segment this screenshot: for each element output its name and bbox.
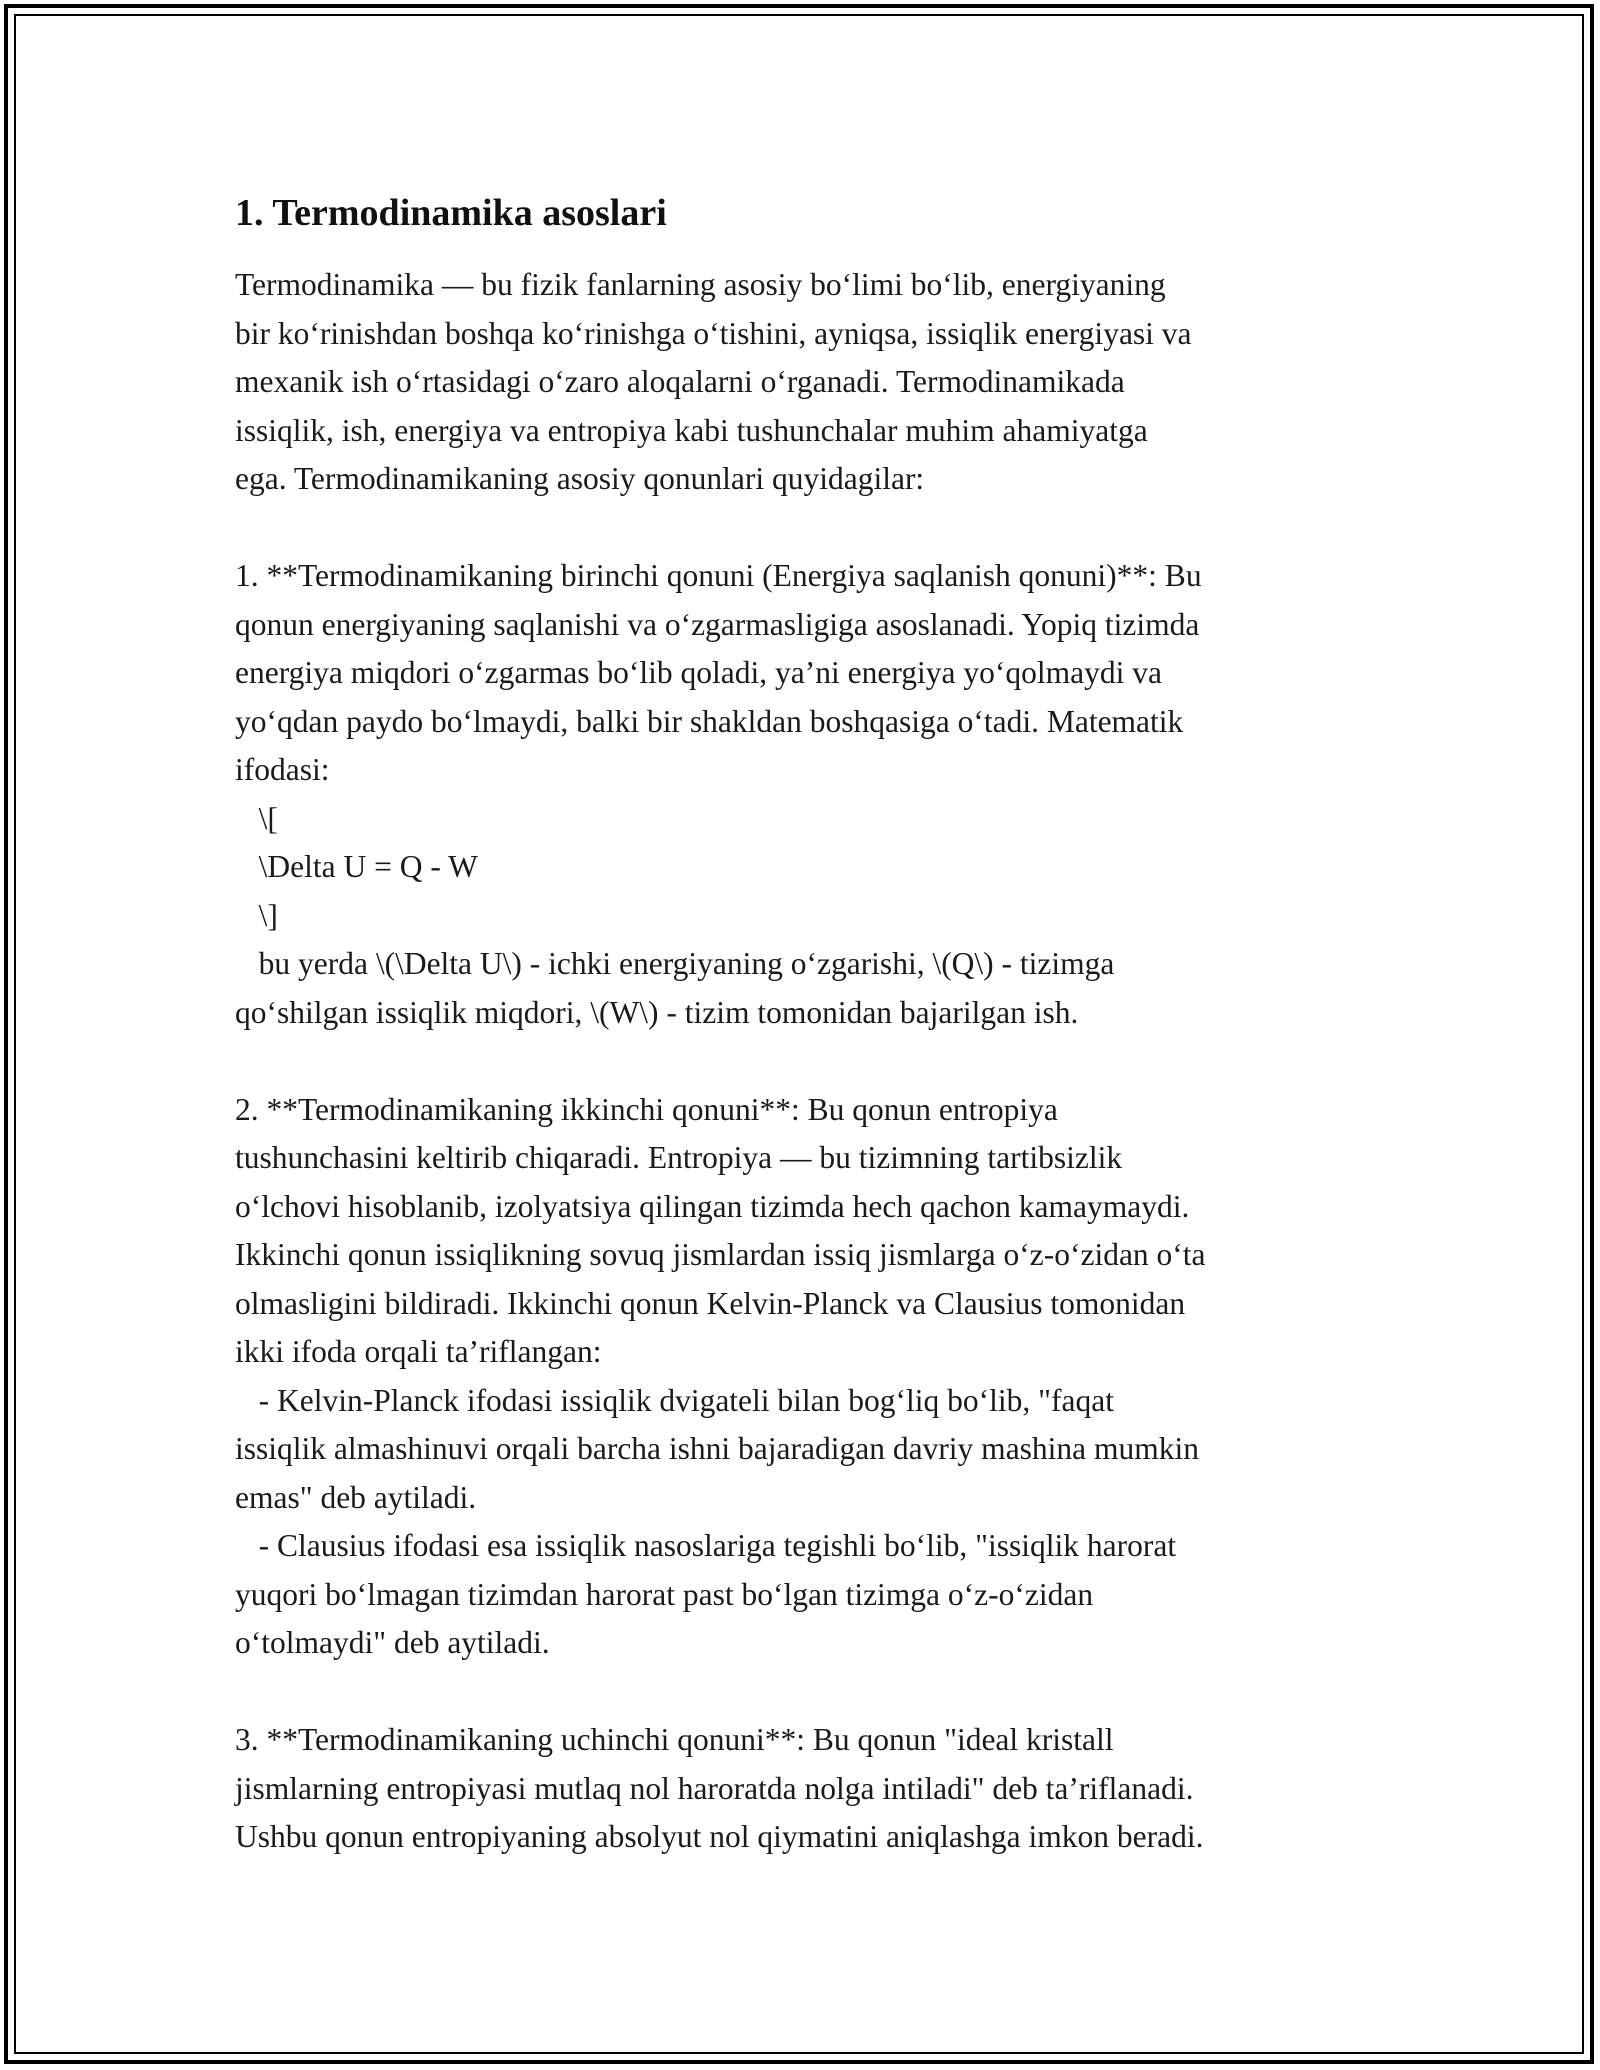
section-title: 1. Termodinamika asoslari — [235, 192, 667, 234]
intro-paragraph: Termodinamika — bu fizik fanlarning asosiy bo‘limi bo‘lib, energiyaning bir ko‘rinishdan boshqa ko‘rinishga o‘tishini, ayniqsa, issiqlik energiyasi va mexanik ish o‘rtasidagi o‘zaro aloqalarni o‘rganadi. Termodinamikada issiqlik, ish, energiya va entropiya kabi tushunchalar muhim ahamiyatga ega. Termodinamikaning asosiy qonunlari quyidagilar: — [235, 267, 1192, 496]
paragraph-gap — [235, 1037, 1375, 1086]
first-law-paragraph: 1. **Termodinamikaning birinchi qonuni (Energiya saqlanish qonuni)**: Bu qonun energiyaning saqlanishi va o‘zgarmasligiga asoslanadi. Yopiq tizimda energiya miqdori o‘zgarmas bo‘lib qoladi, ya’ni energiya yo‘qolmaydi va yo‘qdan paydo bo‘lmaydi, balki bir shakldan boshqasiga o‘tadi. Matematik ifodasi: \[ \Delta U = Q - W \] bu yerda \(\Delta U\) - ichki energiyaning o‘zgarishi, \(Q\) - tizimga qo‘shilgan issiqlik miqdori, \(W\) - tizim tomonidan bajarilgan ish. — [235, 558, 1202, 1030]
paragraph-gap — [235, 504, 1375, 553]
second-law-paragraph: 2. **Termodinamikaning ikkinchi qonuni**: Bu qonun entropiya tushunchasini keltirib chiqaradi. Entropiya — bu tizimning tartibsizlik o‘lchovi hisoblanib, izolyatsiya qilingan tizimda hech qachon kamaymaydi. Ikkinchi qonun issiqlikning sovuq jismlardan issiq jismlarga o‘z-o‘zidan o‘ta olmasligini bildiradi. Ikkinchi qonun Kelvin-Planck va Clausius tomonidan ikki ifoda orqali ta’riflangan: - Kelvin-Planck ifodasi issiqlik dvigateli bilan bog‘liq bo‘lib, "faqat issiqlik almashinuvi orqali barcha ishni bajaradigan davriy mashina mumkin emas" deb aytiladi. - Clausius ifodasi esa issiqlik nasoslariga tegishli bo‘lib, "issiqlik harorat yuqori bo‘lmagan tizimdan harorat past bo‘lgan tizimga o‘z-o‘zidan o‘tolmaydi" deb aytiladi. — [235, 1091, 1206, 1660]
paragraph-gap — [235, 1668, 1375, 1717]
third-law-paragraph: 3. **Termodinamikaning uchinchi qonuni**: Bu qonun "ideal kristall jismlarning entropiyasi mutlaq nol haroratda nolga intiladi" deb ta’riflanadi. Ushbu qonun entropiyaning absolyut nol qiymatini aniqlashga imkon beradi. — [235, 1722, 1204, 1854]
document-body — [235, 185, 1375, 1862]
